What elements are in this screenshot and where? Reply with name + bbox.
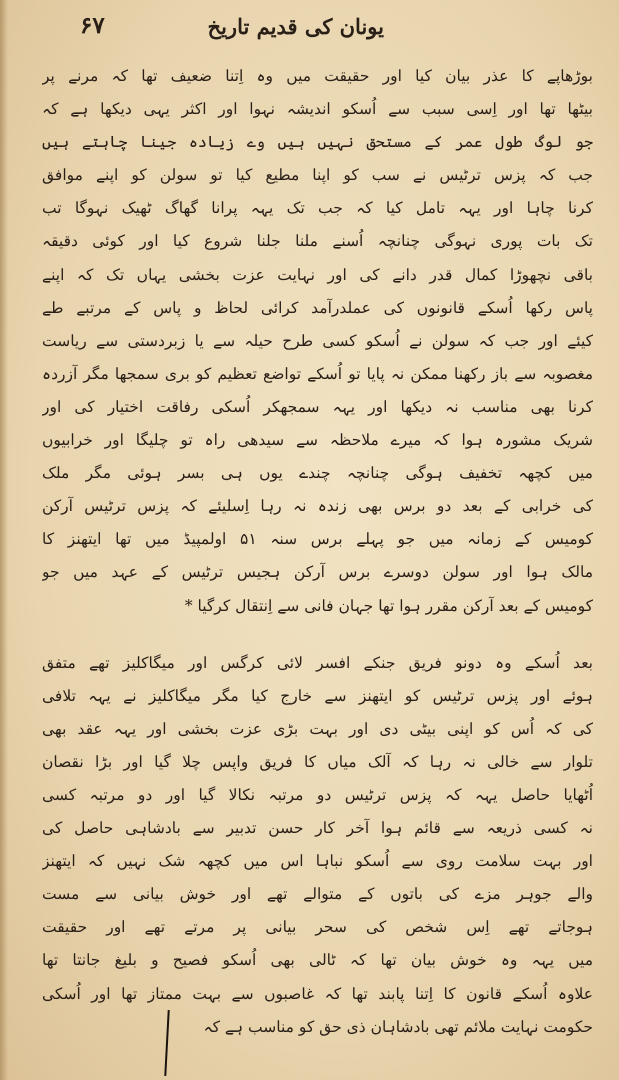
text-line: اُٹھایا حاصل یہہ کہ پزس ترٹیس دو مرتبہ نکالا گیا اور دو مرتبہ کسی (42, 785, 593, 804)
text-line: حکومت نہایت ملائم تھی بادشاہان ذی حق کو مناسب ہے کہ (203, 1017, 593, 1036)
text-line: میں کچھہ تخفیف ہوگی چنانچہ چندے یوں ہی بسر ہوئی مگر ملک (42, 464, 593, 483)
paragraph (42, 647, 593, 1044)
page-number: ۶۷ (80, 12, 105, 39)
text-line: بعد اُسکے وہ دونو فریق جنکے افسر لائی کرگس اور میگاکلیز تھے متفق (42, 653, 593, 672)
text-line: اور بہت سلامت روی سے اُسکو نباہا اس میں کچھہ شک نہیں کہ ایتھنز (42, 852, 593, 871)
text-line: جو لوگ طول عمر کے مستحق نہیں ہیں وے زیادہ جینا چاہتے ہیں (42, 133, 593, 152)
text-line: مالک ہوا اور سولن دوسرے برس آرکن ہجیس ترٹیس کے عہد میں جو (42, 563, 593, 582)
text-line: کرنا بھی مناسب نہ دیکھا اور یہہ سمجھکر اُسکی رفاقت اختیار کی اور (42, 397, 593, 416)
running-title: یونان کی قدیم تاریخ (207, 14, 384, 39)
text-line: شریک مشورہ ہوا کہ میرے ملاحظہ سے سیدھی راہ تو چلیگا اور خرابیوں (42, 431, 593, 450)
text-line: کومیس کے بعد آرکن مقرر ہوا تھا جہان فانی سے اِنتقال کرگیا * (184, 596, 593, 615)
text-line: والے جوہر مزے کی باتوں کے متوالے تھے اور خوش بیانی سے مست (42, 885, 593, 904)
paragraph-gap (42, 623, 593, 647)
text-line: کیئے اور جب کہ سولن نے اُسکو کسی طرح حیلہ سے یا زبردستی سے ریاست (42, 331, 593, 350)
text-line: کی کہ اُس کو اپنی بیٹی دی اور بہت بڑی عزت بخشی اور یہہ عقد بھی (42, 719, 593, 738)
text-line: تک بات پوری نہوگی چنانچہ اُسنے ملنا جلنا شروع کیا اور کوئی دقیقہ (42, 232, 593, 251)
text-line: باقی نچھوڑا کمال قدر دانے کی اور نہایت عزت بخشی یہاں تک کہ اپنے (42, 265, 593, 284)
text-line: بیٹھا تھا اور اِسی سبب سے اُسکو اندیشہ نہوا اور اکثر یہی دیکھا ہے کہ (42, 100, 593, 119)
text-line: کی خرابی کے بعد دو برس بھی زندہ نہ رہا اِسلیئے کہ پزس ترٹیس آرکن (42, 497, 593, 516)
text-line: میں یہہ وہ خوش بیان تھا کہ ٹالی بھی اُسکو فصیح و بلیغ جانتا تھا (42, 951, 593, 970)
page-header (80, 8, 579, 48)
text-line: کومیس کے زمانہ میں جو پہلے برس سنہ ۵۱ اولمپیڈ میں تھا ایتھنز کا (42, 530, 593, 549)
text-line: نہ کسی ذریعہ سے قائم ہوا آخر کار حسن تدبیر سے بادشاہی حاصل کی (42, 819, 593, 838)
text-line: ہوجاتے تھے اِس شخص کی سحر بیانی پر مرتے تھے اور حقیقت (42, 918, 593, 937)
text-line: مغصوبہ سے باز رکھنا ممکن نہ پایا تو اُسکے تواضع تعظیم کو بری سمجھا مگر آزردہ (42, 364, 593, 383)
paragraph (42, 60, 593, 623)
text-line: ہوئے اور پزس ترٹیس کو ایتھنز سے خارج کیا مگر میگاکلیز نے یہہ تلافی (42, 686, 593, 705)
text-line: تلوار سے خالی نہ رہا کہ آلک میاں کا فریق واپس چلا گیا اور بڑا نقصان (42, 752, 593, 771)
text-line: جب کہ پزس ترٹیس نے سب کو اپنا مطیع کیا تو سولن کو اپنے موافق (42, 166, 593, 185)
text-line: کرنا چاہا اور یہہ تامل کیا کہ جب تک یہہ پرانا گھاگ ٹھیک نہوگا تب (42, 199, 593, 218)
text-line: علاوہ اُسکے قانون کا اِتنا پابند تھا کہ غاصبوں سے بہت ممتاز تھا اور اُسکی (42, 984, 593, 1003)
text-line: بوڑھاپے کا عذر بیان کیا اور حقیقت میں وہ اِتنا ضعیف تھا کہ مرنے پر (42, 67, 593, 85)
body-text (42, 60, 593, 1044)
text-line: پاس رکھا اُسکے قانونوں کی عملدرآمد کرائی لحاظ و پاس کے مرتبے طے (42, 298, 593, 317)
